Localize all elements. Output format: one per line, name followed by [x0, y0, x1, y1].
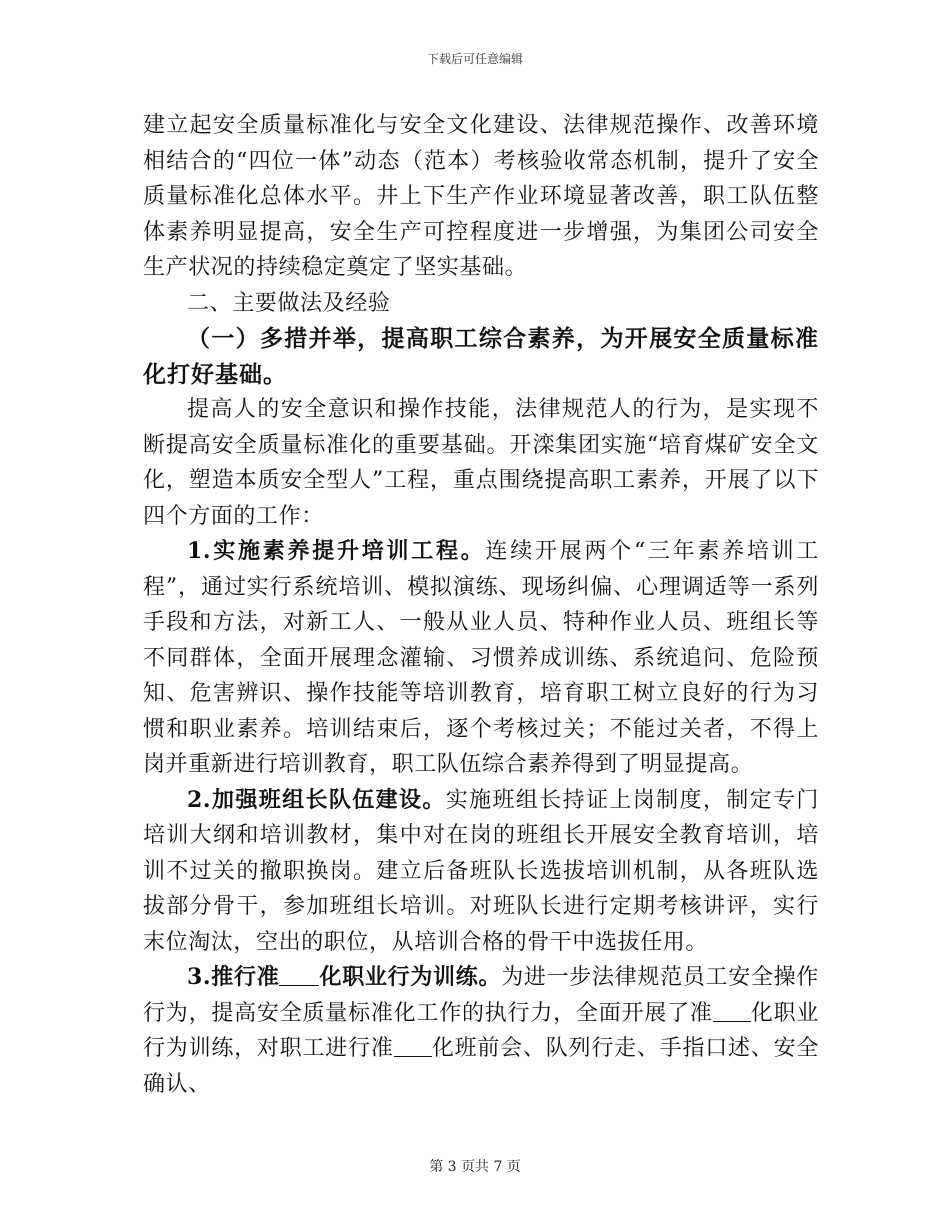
blank-line — [394, 1036, 432, 1057]
section-heading: 二、主要做法及经验 — [187, 290, 391, 316]
item-3-lead-part-a: 3.推行准 — [187, 964, 280, 990]
paragraph-item-2 — [143, 783, 819, 961]
paragraph-overview: 提高人的安全意识和操作技能，法律规范人的行为，是实现不断提高安全质量标准化的重要基础。开滦集团实施“培育煤矿安全文化，塑造本质安全型人”工程，重点围绕提高职工素养，开展了以下四个方面的工作： — [143, 397, 819, 529]
paragraph-intro: 建立起安全质量标准化与安全文化建设、法律规范操作、改善环境相结合的“四位一体”动态（范本）考核验收常态机制，提升了安全质量标准化总体水平。井上下生产作业环境显著改善，职工队伍整体素养明显提高，安全生产可控程度进一步增强，为集团公司安全生产状况的持续稳定奠定了坚实基础。 — [143, 113, 819, 280]
item-3-text-part-a: 为进一步法律规范员工安全操作行为，提高安全质量标准化工作的执行力，全面开展了准 — [143, 965, 819, 1026]
item-2-text: 实施班组长持证上岗制度，制定专门培训大纲和培训教材，集中对在岗的班组长开展安全教育培训，培训不过关的撤职换岗。建立后备班队长选拔培训机制，从各班队选拔部分骨干，参加班组长培训。对班队长进行定期考核讲评，实行末位淘汰，空出的职位，从培训合格的骨干中选拔任用。 — [143, 787, 820, 955]
item-2-lead: 2.加强班组长队伍建设。 — [187, 786, 446, 813]
document-body — [143, 108, 819, 1102]
item-3-text-part-b: 化职业行为训练，对职工进行准 — [143, 1000, 819, 1061]
item-3-lead-part-b: 化职业行为训练。 — [319, 964, 502, 990]
item-1-lead: 1.实施素养提升培训工程。 — [187, 538, 486, 564]
item-3-text-part-c: 化班前会、队列行走、手指口述、安全确认、 — [143, 1036, 819, 1097]
page-header: 下载后可任意编辑 — [426, 52, 523, 66]
item-3-lead — [187, 964, 501, 990]
sub-heading: （一）多措并举，提高职工综合素养，为开展安全质量标准化打好基础。 — [143, 325, 819, 388]
blank-line — [713, 1001, 751, 1022]
paragraph-item-1 — [143, 534, 819, 783]
item-1-text: 连续开展两个“三年素养培训工程”，通过实行系统培训、模拟演练、现场纠偏、心理调适等一系列手段和方法，对新工人、一般从业人员、特种作业人员、班组长等不同群体，全面开展理念灌输、习惯养成训练、系统追问、危险预知、危害辨识、操作技能等培训教育，培育职工树立良好的行为习惯和职业素养。培训结束后，逐个考核过关；不能过关者，不得上岗并重新进行培训教育，职工队伍综合素养得到了明显提高。 — [143, 539, 819, 777]
paragraph-item-3 — [143, 960, 819, 1102]
page-footer: 第 3 页共 7 页 — [429, 1159, 521, 1175]
blank-line — [279, 965, 319, 986]
